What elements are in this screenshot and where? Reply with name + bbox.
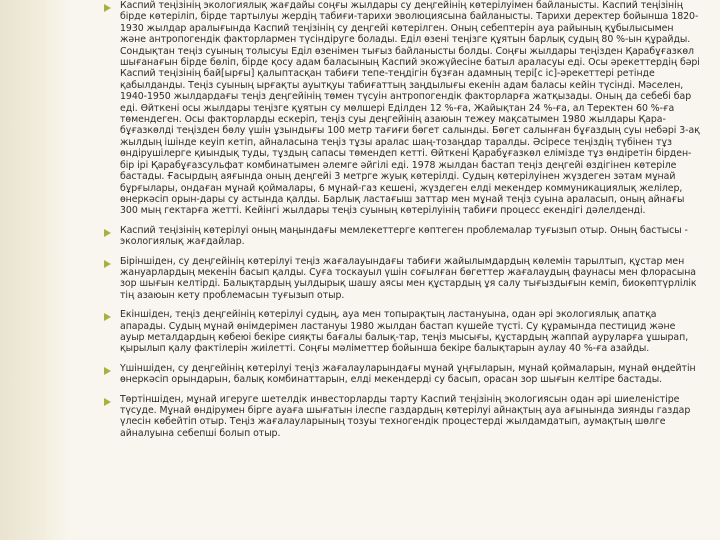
triangle-bullet-icon [104, 229, 111, 237]
triangle-bullet-icon [104, 260, 111, 268]
decorative-left-band [0, 0, 70, 540]
bullet-text: Каспий теңізінің экологиялық жағдайы соңғы жылдары су деңгейінің көтерілуімен байланысты. Каспий теңізінің бірде көтеріліп, бірде тартылуы жердің табиғи-тарихи эволюциясына байланысты. Тарихи деректер бойынша 1820-1930 жылдар аралығында Каспий теңізінің су деңгейі көтерілген. Оның себептерін ауа райының құбылысымен және антропогендік факторлармен түсіндіруге болады. Еділ өзені теңізге құятын барлық судың 80 %-ын құрайды. Сондықтан теңіз суының толысуы Еділ өзенімен тығыз байланысты болды. Соңғы жылдары теңізден Қарабұғазкөл шығанағын бірде бөліп, бірде қосу адам баласының Каспий экожүйесіне батыл араласуы еді. Осы әрекеттердің бәрі Каспий теңізінің бай[ырғы] қалыптасқан табиғи тепе-теңдігін бұзған адамның тері[с іс]-әрекеттері ретінде қабылданды. Теңіз суының ырғақты ауытқуы табиғаттың заңдылығы екенін адам баласы кейін түсінді. Мәселен, 1940-1950 жылдардағы теңіз деңгейінің төмен түсуін антропогендік факторларға жатқызады. Оның да себебі бар еді. Өйткені осы жылдары теңізге құятын су мөлшері Еділден 12 %-ға, Жайықтан 24 %-ға, ал Теректен 60 %-ға төмендеген. Осы факторларды ескеріп, теңіз суы деңгейінің азаюын тежеу мақсатымен 1980 жылдары Қара-бұғазкөлді теңізден бөлу үшін ұзындығы 100 метр тағиғи бөгет салынды. Бөгет салынған бұғаздың суы небәрі 3-ақ жылдың ішінде кеуіп кетіп, айналасына теңіз тұзы аралас шаң-тозаңдар таралды. Әсіресе теңіздің түбінен тұз өндірушілерге қиындық туды, тұздың сапасы төмендеп кетті. Өйткені Қарабұғазкөл елімізде тұз өндіретін бірден-бір ірі Қарабұғазсульфат комбинатымен әлемге әйгілі еді. 1978 жылдан бастап теңіз деңгейі өздігінен көтеріле бастады. Ғасырдың аяғында оның деңгейі 3 метрге жуық көтерілді. Судың көтерілуінен жүздеген зәтам мұнай бұрғылары, ондаған мұнай қоймалары, 6 мұнай-газ кешені, жүздеген елді мекендер коммуникациялық желілер, өнеркәсіп орын-дары су астында қалды. Барлық ластағыш заттар мен мұнай теңіз суына араласып, оның айнағы 300 мың гектарға жетті. Кейінгі жылдары теңіз суының көтерілуінің табиғи процесс екендігі дәлелденді. [120, 0, 700, 217]
bullet-item-second [104, 309, 700, 355]
triangle-bullet-icon [104, 4, 111, 12]
triangle-bullet-icon [104, 313, 111, 321]
bullet-text: Екіншіден, теңіз деңгейінің көтерілуі судың, ауа мен топырақтың ластануына, одан әрі экологиялық апатқа апарады. Судың мұнай өнімдерімен ластануы 1980 жылдан бастап күшейе түсті. Су құрамында пестицид және ауыр металдардың көбеюі бекіре сияқты бағалы балық-тар, теңіз мысығы, құстардың жаппай ауруларға ұшырап, қырылып қалу фактілерін жиілетті. Соңғы мәліметтер бойынша бекіре балықтарын аулау 40 %-ға азайды. [120, 309, 689, 355]
bullet-item-first [104, 256, 700, 302]
bullet-item-intro [104, 0, 700, 217]
bullet-item-fourth [104, 394, 700, 440]
bullet-text: Біріншіден, су деңгейінің көтерілуі теңіз жағалауындағы табиғи жайылымдардың көлемін тарылтып, құстар мен жануарлардың мекенін басып қалды. Суға тоскауыл үшін соғылған бөгеттер жағалаудың фаунасы мен флорасына зор шығын келтірді. Балықтардың уылдырық шашу аясы мен құстардың ұя салу тығыздығын кеміп, биокөптүрлілік тің азаюын кету проблемасын туғызып отыр. [120, 255, 697, 301]
bullet-item-problems [104, 225, 700, 248]
bullet-item-third [104, 363, 700, 386]
bullet-text: Үшіншіден, су деңгейінің көтерілуі теңіз жағалауларындағы мұнай ұңғыларын, мұнай қоймаларын, мұнай өңдейтін өнеркәсіп орындарын, балық комбинаттарын, елді мекендерді су басып, орасан зор шығын келтіре бастады. [120, 362, 696, 386]
bullet-list [104, 0, 700, 439]
bullet-text: Каспий теңізінің көтерілуі оның маңындағы мемлекеттерге көптеген проблемалар туғызып отыр. Оның бастысы - экологиялық жағдайлар. [120, 224, 688, 248]
bullet-text: Төртіншіден, мұнай игеруге шетелдік инвесторларды тарту Каспий теңізінің экологиясын одан әрі шиеленістіре түсуде. Мұнай өндірумен бірге ауаға шығатын ілеспе газдардың көтерілуі айнақтың ауа ағынында зиянды газдар үлесін көбейтіп отыр. Теңіз жағалауларының тозуы техногендік процестерді жылдамдатып, аумақтың шөлге айналуына себепші болып отыр. [120, 393, 691, 439]
triangle-bullet-icon [104, 367, 111, 375]
triangle-bullet-icon [104, 398, 111, 406]
slide-content [104, 0, 700, 447]
